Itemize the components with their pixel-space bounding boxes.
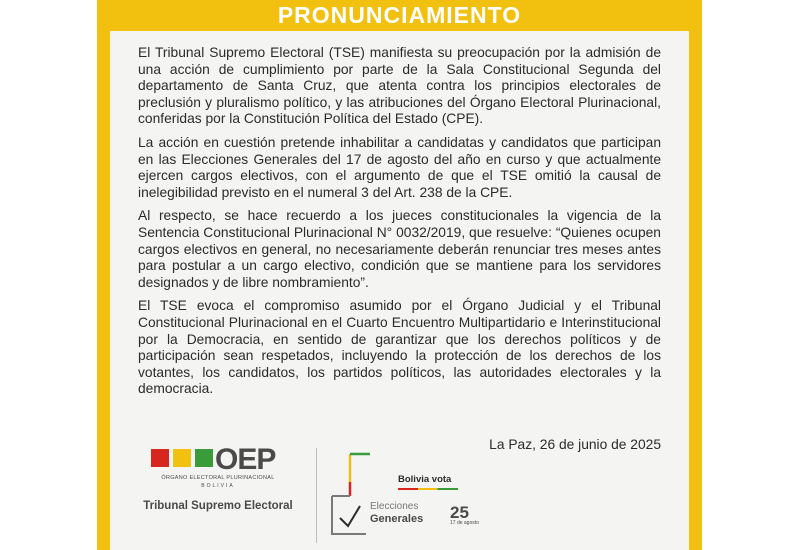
logo-divider [316, 448, 317, 543]
august-note: 17 de agosto [450, 520, 479, 526]
number-25: 25 [450, 503, 469, 522]
elecciones-label: Elecciones [370, 501, 419, 512]
date-line: La Paz, 26 de junio de 2025 [489, 437, 661, 452]
paragraph-1: El Tribunal Supremo Electoral (TSE) manifiesta su preocupación por la admisión de una acción de cumplimiento por parte de la Sala Constitucional Segunda del departamento de Santa Cruz, que atenta contra los principios electorales de preclusión y pluralismo político, y las atribuciones del Órgano Electoral Plurinacional, conferidas por la Constitución Política del Estado (CPE). [138, 45, 661, 127]
oep-country: BOLIVIA [201, 483, 235, 489]
oep-wordmark: OEP [215, 443, 276, 476]
paragraph-3: Al respecto, se hace recuerdo a los jueces constitucionales la vigencia de la Sentencia Constitucional Plurinacional N° 0032/2019, que resuelve: “Quienes ocupen cargos electivos en general, no necesariamente deberán renunciar tres meses antes para postular a un cargo electivo, condición que se mantiene para los servidores designados y de libre nombramiento”. [138, 208, 661, 290]
paragraph-4: El TSE evoca el compromiso asumido por el Órgano Judicial y el Tribunal Constitucional Plurinacional en el Cuarto Encuentro Multipartidario e Interinstitucional por la Democracia, en sentido de garantizar que los derechos políticos y de participación sean respetados, incluyendo la protección de los derechos de los votantes, los candidatos, los partidos políticos, las autoridades electorales y la democracia. [138, 298, 661, 397]
yellow-square [173, 449, 191, 467]
paragraph-2: La acción en cuestión pretende inhabilitar a candidatas y candidatos que participan en las Elecciones Generales del 17 de agosto del año en curso y que actualmente ejercen cargos electivos, con el argumento de que el TSE omitió la causal de inelegibilidad previsto en el numeral 3 del Art. 238 de la CPE. [138, 134, 661, 200]
bolivia-vota-underline [398, 488, 458, 490]
header-bar [97, 0, 702, 31]
green-square [195, 449, 213, 467]
bolivia-vota-label: Bolivia vota [398, 474, 452, 485]
generales-label: Generales [370, 513, 424, 525]
oep-color-squares [151, 449, 213, 467]
oep-logo [143, 445, 293, 525]
oep-subtitle: ÓRGANO ELECTORAL PLURINACIONAL [161, 475, 275, 481]
red-square [151, 449, 169, 467]
statement-body [138, 45, 661, 405]
elecciones-logo [330, 448, 490, 548]
tse-label: Tribunal Supremo Electoral [143, 500, 293, 512]
page-title: PRONUNCIAMIENTO [277, 2, 522, 28]
